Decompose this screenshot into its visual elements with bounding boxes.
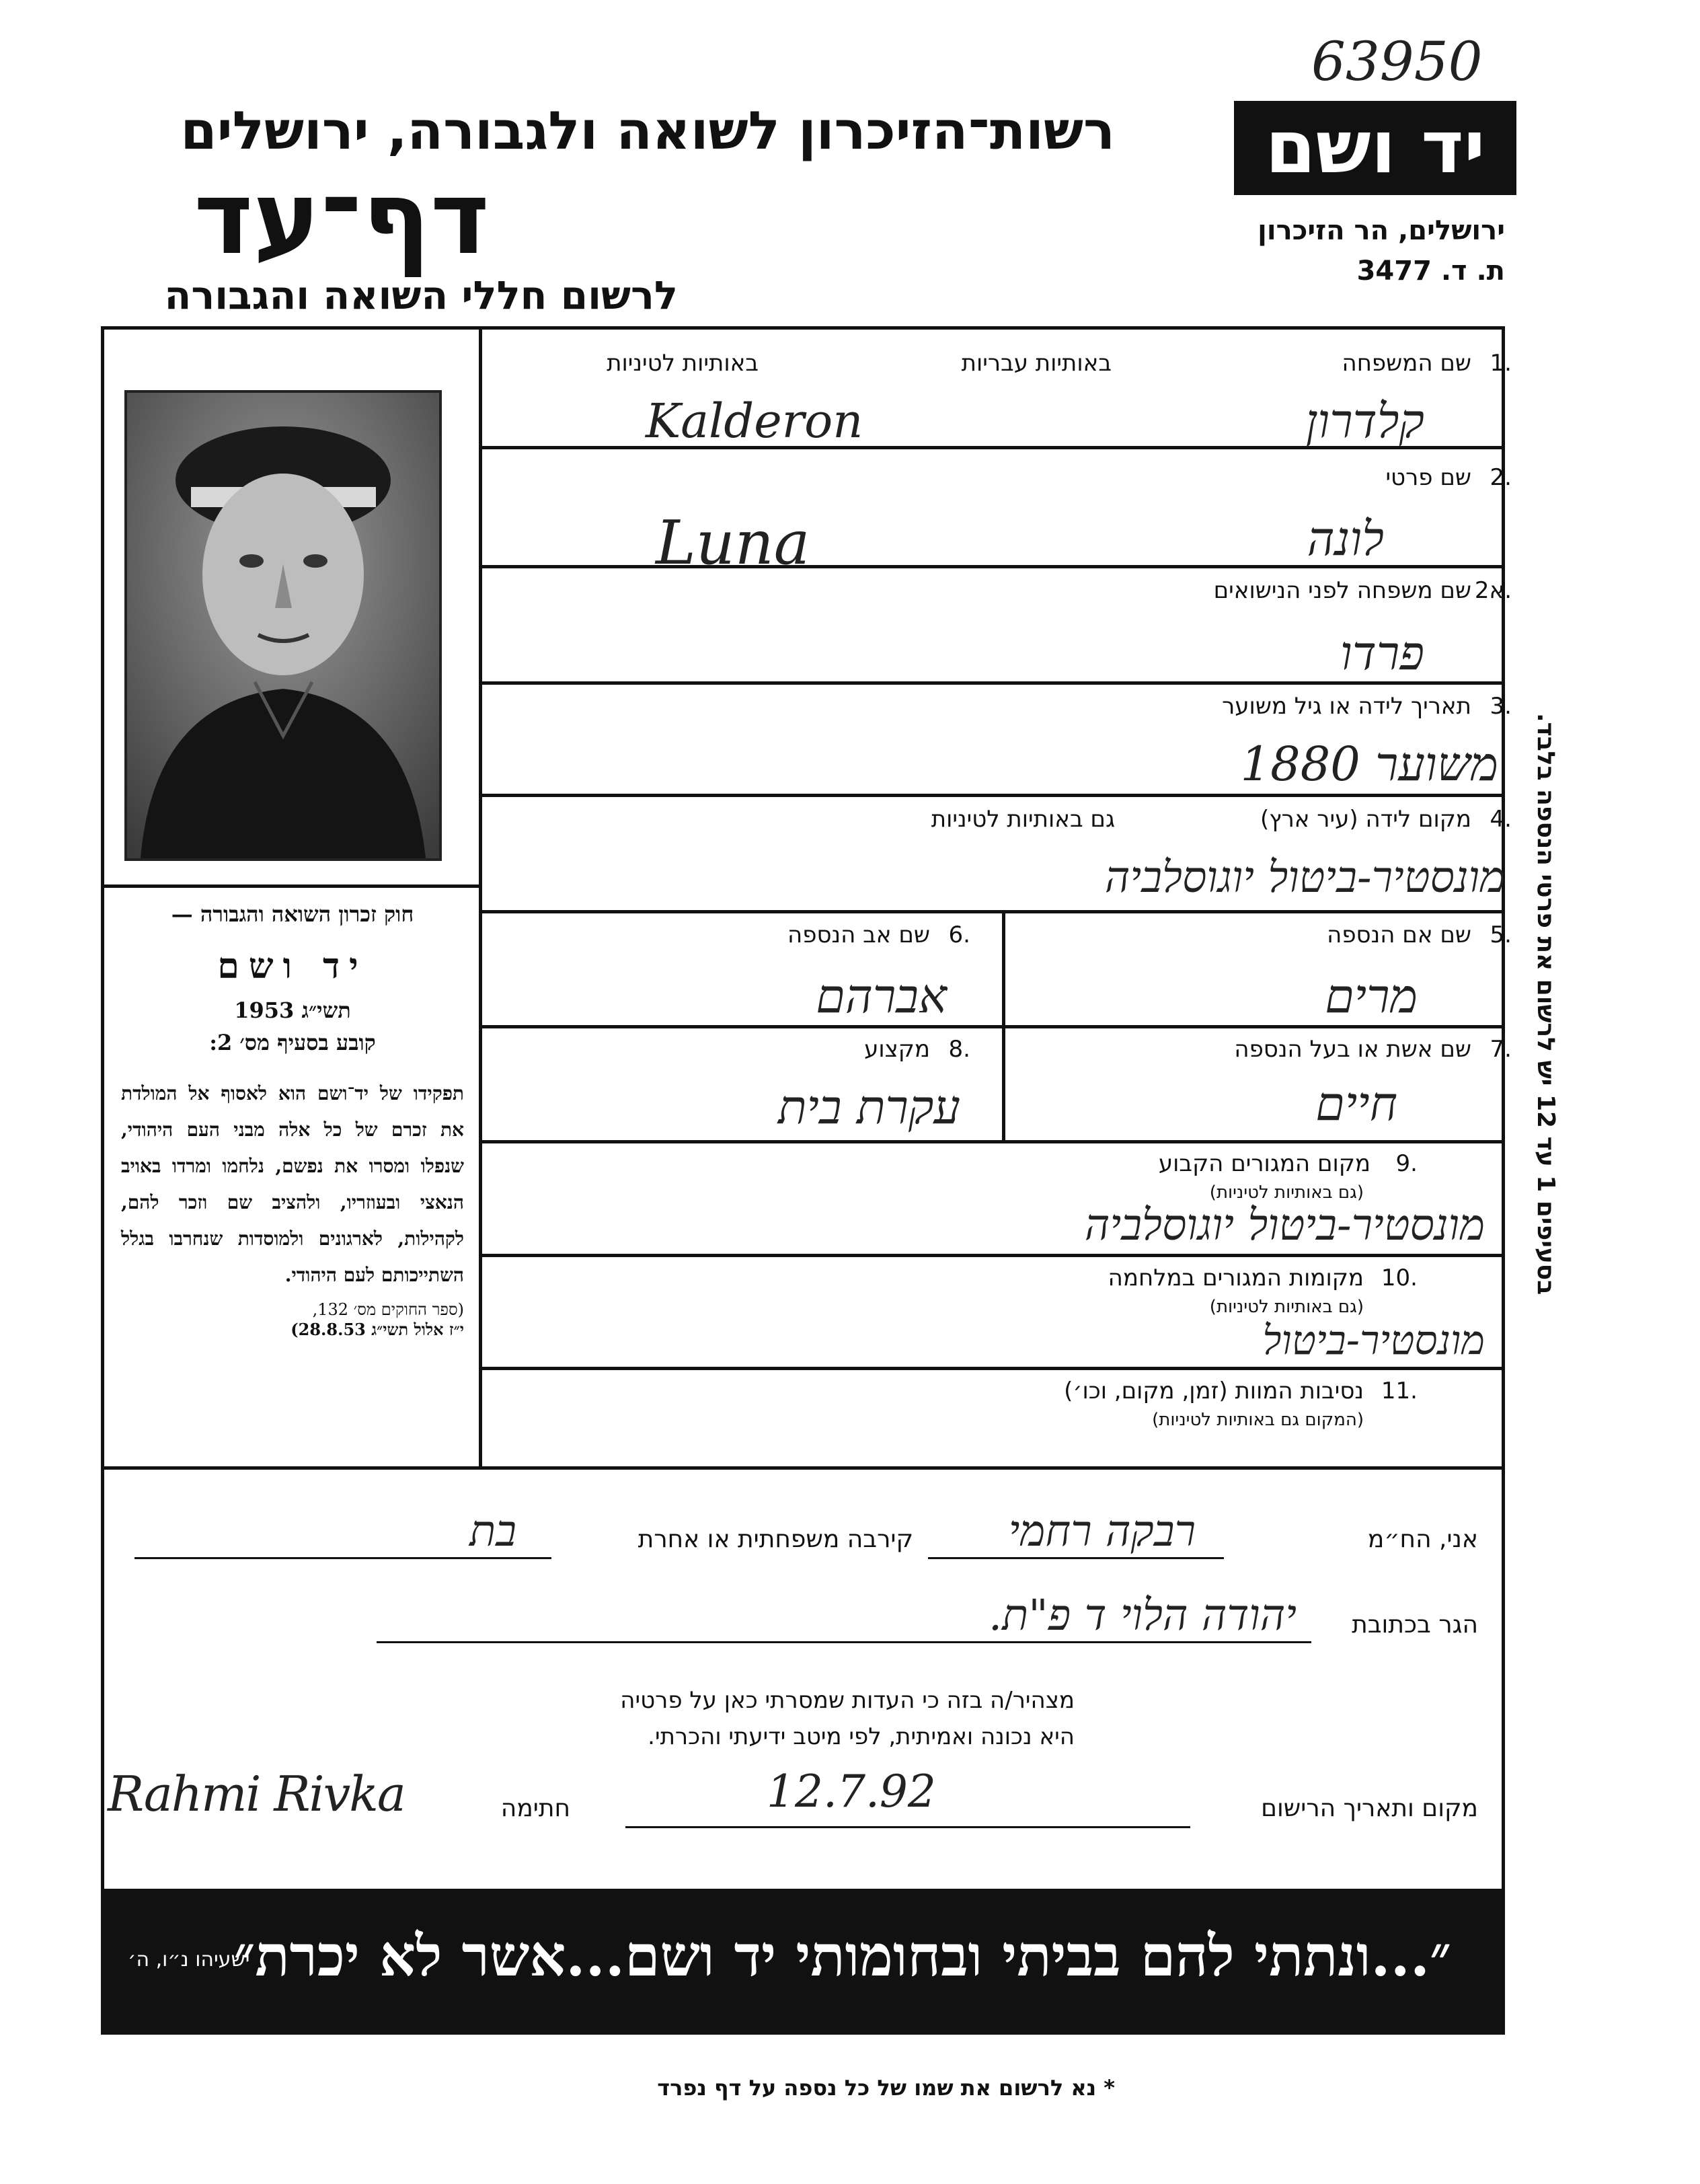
logo-text: יד ושם: [1265, 106, 1485, 190]
address-value: יהודה הלוי ד פ"ת.: [988, 1591, 1297, 1641]
field-2-number: 2.: [1490, 464, 1512, 491]
field-5-value: מרים: [1325, 969, 1418, 1024]
org-address-line2: ת. ד. 3477: [1356, 256, 1505, 287]
field-5-label: שם אם הנספה: [1327, 921, 1471, 948]
form-title: דף־עד: [194, 160, 490, 277]
authority-heading: רשות־הזיכרון לשואה ולגבורה, ירושלים: [180, 101, 1115, 161]
field-4-label: מקום לידה (עיר ארץ): [1260, 806, 1471, 833]
field-2-hebrew-value: לונה: [1307, 511, 1384, 566]
field-9-number: 9.: [1395, 1150, 1418, 1177]
field-9-note: (גם באותיות לטיניות): [1209, 1182, 1364, 1203]
declaration-line-1: מצהיר/ה בזה כי העדות שמסרתי כאן על פרטיה: [620, 1687, 1075, 1714]
field-8-label: מקצוע: [864, 1036, 930, 1063]
field-6-number: 6.: [948, 921, 970, 948]
field-8-value: עקרת בית: [777, 1080, 960, 1135]
field-11-note: (המקום גם באותיות לטיניות): [1152, 1410, 1364, 1430]
victim-photo: [124, 390, 442, 861]
row-line-4: [479, 794, 1505, 797]
signature: Rahmi Rivka: [108, 1766, 405, 1822]
field-1-hebrew-value: קלדרון: [1305, 393, 1424, 449]
declarant-name-line: [928, 1557, 1224, 1559]
field-4-number: 4.: [1490, 806, 1512, 833]
banner-quote: ״...ונתתי להם בביתי ובחומותי יד ושם...אשר לא יכרת״: [233, 1922, 1451, 1989]
portrait-image: [127, 393, 439, 858]
side-note: בסעיפים 1 עד 12 יש לרשום את פרטי הנספה בלבד.: [1532, 713, 1559, 1295]
relation-value: בת: [469, 1507, 516, 1556]
law-box: [121, 901, 464, 1340]
field-6-label: שם אב הנספה: [787, 921, 930, 948]
field-2a-label: שם משפחה לפני הנישואים: [1213, 577, 1471, 604]
org-address-line1: ירושלים, הר הזיכרון: [1258, 215, 1505, 246]
law-section: קובע בסעיף מס׳ 2:: [209, 1030, 376, 1055]
form-subtitle: לרשום חללי השואה והגבורה: [164, 272, 678, 318]
field-7-label: שם אשת או בעל הנספה: [1234, 1036, 1471, 1063]
relation-line: [134, 1557, 551, 1559]
row-line-3: [479, 681, 1505, 685]
field-8-number: 8.: [948, 1036, 970, 1063]
declarant-name: רבקה רחמי: [1008, 1507, 1196, 1556]
field-9-value: מונסטיר-ביטול יוגוסלביה: [1084, 1201, 1485, 1250]
field-2-latin-value: Luna: [656, 508, 810, 578]
field-4-value: מונסטיר-ביטול יוגוסלביה: [1104, 853, 1505, 903]
field-2-label: שם פרטי: [1385, 464, 1471, 491]
place-date-label: מקום ותאריך הרישום: [1261, 1795, 1478, 1822]
field-7-number: 7.: [1490, 1036, 1512, 1063]
field-1-latin-value: Kalderon: [646, 393, 863, 449]
field-10-value: מונסטיר-ביטול: [1262, 1317, 1485, 1364]
field-5-number: 5.: [1490, 921, 1512, 948]
field-6-value: אברהם: [816, 969, 947, 1024]
field-3-label: תאריך לידה או גיל משוער: [1222, 693, 1471, 720]
row-line-5: [479, 910, 1505, 913]
law-name: יד ושם: [217, 946, 368, 987]
field-9-label: מקום המגורים הקבוע: [1158, 1150, 1370, 1177]
field-1-label: שם המשפחה: [1342, 350, 1471, 377]
law-source-2: י״ז אלול תשי״ג 28.8.53): [291, 1320, 464, 1339]
field-2a-number: 2א.: [1474, 577, 1512, 604]
row-line-7: [479, 1140, 1505, 1143]
quote-banner: [101, 1889, 1505, 2035]
yad-vashem-logo: [1234, 101, 1516, 195]
footnote: * נא לרשום את שמו של כל נספה על דף נפרד: [657, 2075, 1115, 2101]
field-11-number: 11.: [1381, 1378, 1418, 1404]
field-7-value: חיים: [1315, 1076, 1397, 1131]
relation-label: קירבה משפחתית או אחרת: [638, 1526, 913, 1553]
address-line: [377, 1641, 1311, 1643]
field-10-number: 10.: [1381, 1265, 1418, 1291]
place-date-line: [625, 1826, 1190, 1828]
declaration-line-2: היא נכונה ואמיתית, לפי מיטב ידיעתי והכרתי.: [648, 1723, 1075, 1750]
law-body: תפקידו של יד־ושם הוא לאסוף אל המולדת את זכרם של כל אלה מבני העם היהודי, שנפלו ומסרו את נפשם, נלחמו ומרדו באויב הנאצי ובעוזריו, ולהציב שם וזכר להם, לקהילות, לארגונים ולמוסדות שנחרבו בגלל השתייכותם לעם היהודי.: [121, 1082, 464, 1286]
field-10-note: (גם באותיות לטיניות): [1209, 1297, 1364, 1317]
field-2a-value: פרדו: [1340, 626, 1424, 681]
field-4-note: גם באותיות לטיניות: [931, 806, 1115, 833]
row-line-9: [479, 1367, 1505, 1370]
field-1-hebrew-column: באותיות עבריות: [961, 350, 1112, 377]
law-heading: חוק זכרון השואה והגבורה —: [171, 901, 414, 927]
left-column-divider: [479, 326, 482, 1468]
row-line-6: [479, 1025, 1505, 1028]
declarant-i-label: אני, הח״מ: [1367, 1526, 1478, 1553]
serial-number: 63950: [1311, 30, 1483, 93]
field-3-number: 3.: [1490, 693, 1512, 720]
field-1-latin-column: באותיות לטיניות: [607, 350, 759, 377]
split-column-divider: [1002, 910, 1005, 1140]
signature-label: חתימה: [500, 1795, 570, 1822]
law-year: תשי״ג 1953: [234, 997, 351, 1023]
photo-divider: [101, 884, 481, 888]
field-10-label: מקומות המגורים במלחמה: [1108, 1265, 1364, 1291]
registration-date: 12.7.92: [767, 1766, 936, 1817]
field-1-number: 1.: [1490, 350, 1512, 377]
row-line-8: [479, 1254, 1505, 1257]
table-bottom: [101, 1466, 1505, 1470]
field-11-label: נסיבות המוות (זמן, מקום, וכו׳): [1064, 1378, 1364, 1404]
law-source-1: (ספר החוקים מס׳ 132,: [312, 1300, 464, 1319]
address-label: הגר בכתובת: [1352, 1611, 1478, 1639]
field-3-value: משוער 1880: [1240, 737, 1498, 792]
banner-source: ישעיהו נ״ו, ה׳: [128, 1948, 250, 1971]
